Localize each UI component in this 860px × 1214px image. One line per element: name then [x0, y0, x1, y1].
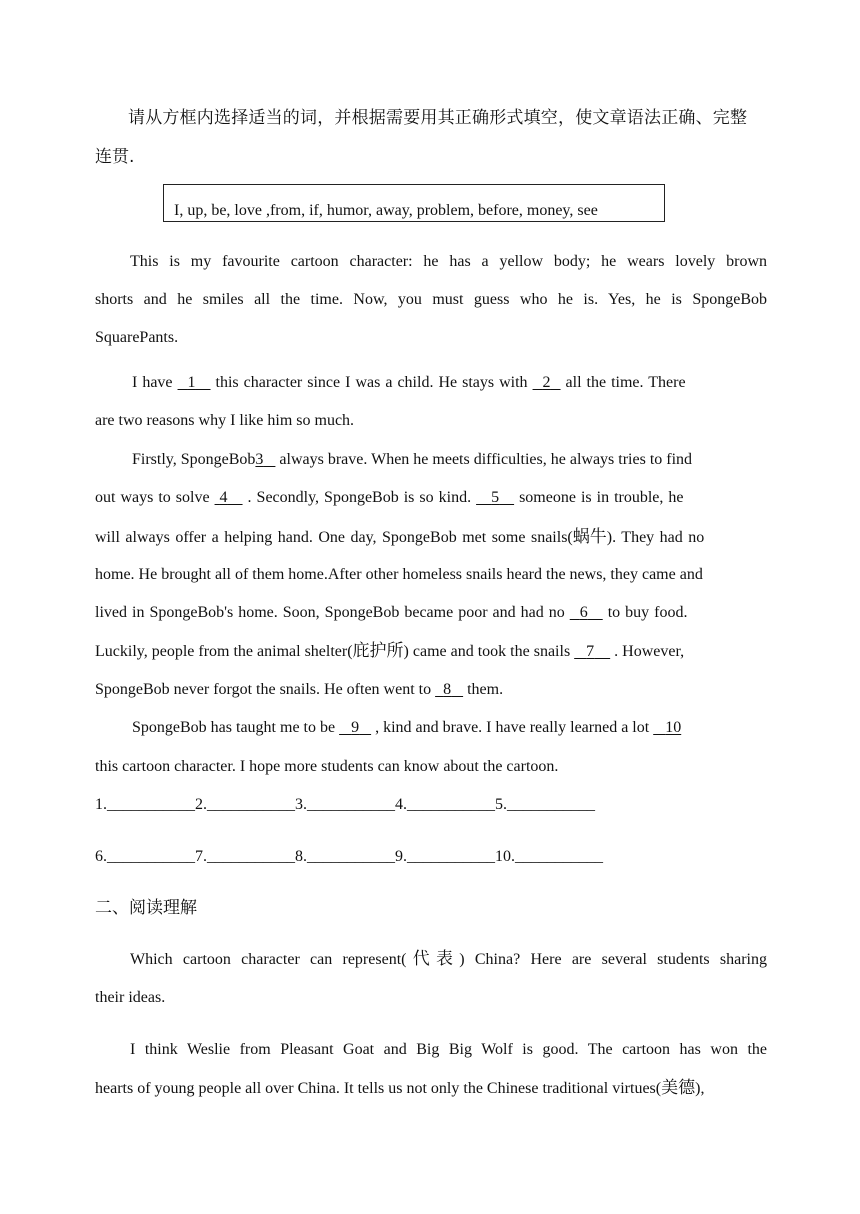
blank-6: 6 — [579, 604, 588, 621]
passage-p3-line-5 — [95, 603, 767, 623]
blank-1: 1 — [187, 374, 196, 391]
answer-row-1: 1.___________2.___________3.___________4.___________5.___________ — [95, 796, 595, 813]
text-cjk: 代表 — [406, 949, 460, 969]
text: . However, — [614, 643, 685, 660]
blank-5: 5 — [491, 489, 500, 506]
passage-p1-line-3: SquarePants. — [95, 329, 179, 346]
answer-row-2: 6.___________7.___________8.___________9.___________10.___________ — [95, 848, 603, 865]
passage-p2-line-1 — [132, 373, 767, 393]
text: Which cartoon character can represent( — [130, 951, 407, 968]
passage-p3-line-4: home. He brought all of them home.After other homeless snails heard the news, they came and — [95, 566, 703, 583]
text: always brave. When he meets difficulties, he always tries to find — [279, 451, 693, 468]
text-cjk: 蜗牛 — [572, 527, 607, 547]
text: this character since I was a child. He stays with — [215, 374, 528, 391]
text: out ways to solve — [95, 489, 210, 506]
instruction-line-2: 连贯. — [95, 147, 135, 167]
text: , kind and brave. I have really learned a lot — [375, 719, 650, 736]
text: ) came and took the snails — [403, 643, 571, 660]
text: Firstly, SpongeBob — [132, 451, 256, 468]
passage-p1-line-1: This is my favourite cartoon character: he has a yellow body; he wears lovely brown — [130, 253, 767, 270]
section-2-intro-line-2: their ideas. — [95, 989, 166, 1006]
text: ) China? Here are several students sharing — [459, 951, 767, 968]
text: SpongeBob has taught me to be — [132, 719, 336, 736]
passage-p1-line-2: shorts and he smiles all the time. Now, you must guess who he is. Yes, he is SpongeBob — [95, 291, 767, 308]
passage-p4-line-1 — [132, 718, 767, 738]
section-2-p1-line-1: I think Weslie from Pleasant Goat and Big Big Wolf is good. The cartoon has won the — [130, 1041, 767, 1058]
word-box-text: I, up, be, love ,from, if, humor, away, problem, before, money, see — [174, 202, 598, 219]
section-2-intro-line-1 — [130, 949, 767, 970]
blank-4: 4 — [219, 489, 228, 506]
blank-9: 9 — [351, 719, 360, 736]
blank-7: 7 — [586, 643, 595, 660]
text: lived in SpongeBob's home. Soon, SpongeBob became poor and had no — [95, 604, 565, 621]
passage-p3-line-2 — [95, 488, 767, 508]
text: all the time. There — [565, 374, 686, 391]
text: ), — [695, 1080, 705, 1097]
passage-p3-line-1 — [132, 450, 767, 470]
passage-p2-line-2: are two reasons why I like him so much. — [95, 412, 355, 429]
section-2-heading: 二、阅读理解 — [95, 898, 197, 918]
text: SpongeBob never forgot the snails. He often went to — [95, 681, 432, 698]
passage-p4-line-2: this cartoon character. I hope more students can know about the cartoon. — [95, 758, 559, 775]
blank-10: 10 — [665, 719, 682, 736]
text: someone is in trouble, he — [519, 489, 684, 506]
blank-3: 3 — [255, 451, 264, 468]
text: to buy food. — [607, 604, 688, 621]
text-cjk: 美德 — [661, 1078, 696, 1098]
text: hearts of young people all over China. It tells us not only the Chinese traditional virtues( — [95, 1080, 662, 1097]
blank-8: 8 — [443, 681, 452, 698]
text: I have — [132, 374, 173, 391]
text: will always offer a helping hand. One day, SpongeBob met some snails( — [95, 529, 573, 546]
passage-p3-line-6 — [95, 641, 767, 662]
text: Luckily, people from the animal shelter( — [95, 643, 353, 660]
section-2-p1-line-2 — [95, 1078, 767, 1099]
text-cjk: 庇护所 — [352, 641, 404, 661]
text: ). They had no — [606, 529, 705, 546]
blank-2: 2 — [542, 374, 551, 391]
word-box — [163, 184, 665, 222]
passage-p3-line-3 — [95, 527, 767, 548]
text: . Secondly, SpongeBob is so kind. — [247, 489, 472, 506]
instruction-line-1: 请从方框内选择适当的词，并根据需要用其正确形式填空，使文章语法正确、完整 — [128, 108, 748, 128]
passage-p3-line-7 — [95, 680, 767, 700]
text: them. — [467, 681, 504, 698]
